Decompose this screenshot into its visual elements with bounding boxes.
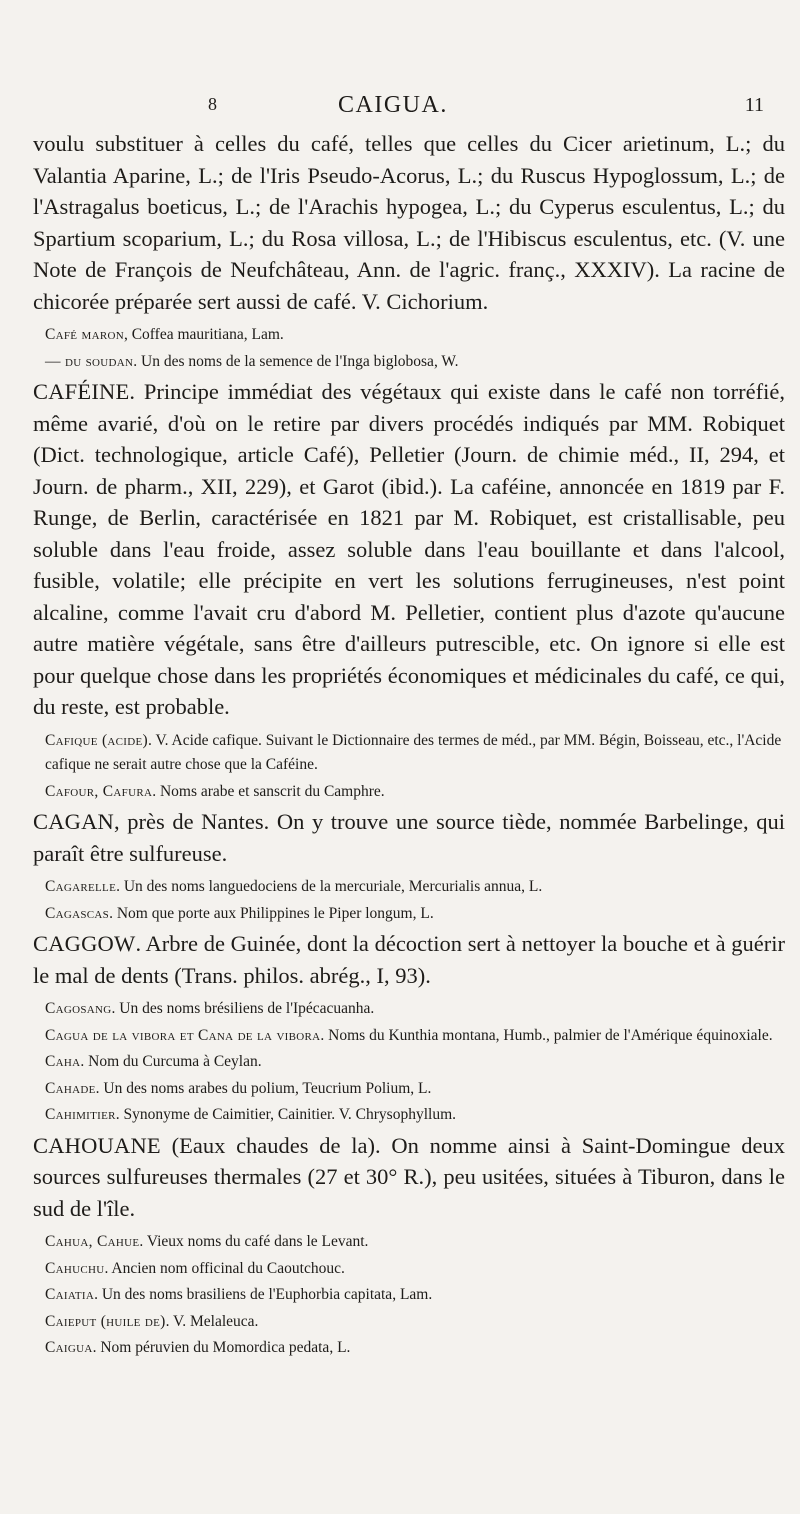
- entry-cahouane: CAHOUANE (Eaux chaudes de la). On nomme ainsi à Saint-Domingue deux sources sulfureuses thermales (27 et 30° R.), peu usitées, situées à Tiburon, dans le sud de l'île.: [33, 1132, 785, 1221]
- entry-caggow: CAGGOW. Arbre de Guinée, dont la décoction sert à nettoyer la bouche et à guérir le mal de dents (Trans. philos. abrég., I, 93).: [33, 931, 785, 988]
- entry-cagascas: Cagascas. Nom que porte aux Philippines le Piper longum, L.: [45, 904, 434, 922]
- entry-head: Cahuchu: [45, 1259, 105, 1277]
- entry-caigua: Caigua. Nom péruvien du Momordica pedata, L.: [45, 1339, 351, 1356]
- entry-head: Cagarelle: [45, 878, 117, 895]
- entry-head: CAFÉINE: [33, 379, 130, 404]
- entry-cagan: CAGAN, près de Nantes. On y trouve une source tiède, nommée Barbelinge, qui paraît être sulfureuse.: [33, 809, 785, 866]
- entry-cagua-de-la-vibora: Cagua de la vibora et Cana de la vibora. Noms du Kunthia montana, Humb., palmier de l'Amérique équinoxiale.: [45, 1026, 773, 1044]
- entry-cafour: Cafour, Cafura. Noms arabe et sanscrit du Camphre.: [45, 782, 385, 800]
- entry-head: Cagua de la vibora et Cana de la vibora: [45, 1026, 321, 1044]
- running-header: [0, 92, 800, 126]
- entry-cafe-du-soudan: — du soudan. Un des noms de la semence de l'Inga biglobosa, W.: [45, 352, 459, 370]
- paragraph-cafe-continuation: voulu substituer à celles du café, telles que celles du Cicer arietinum, L.; du Valantia Aparine, L.; de l'Iris Pseudo-Acorus, L.; du Ruscus Hypoglossum, L.; de l'Astragalus boeticus, L.; de l'Arachis hypogea, L.; du Cyperus esculentus, L.; du Spartium scoparium, L.; du Rosa villosa, L.; de l'Hibiscus esculentus, etc. (V. une Note de François de Neufchâteau, Ann. de l'agric. franç., XXXIV). La racine de chicorée préparée sert aussi de café. V. Cichorium.: [33, 131, 785, 314]
- entry-head: Cafour, Cafura: [45, 782, 153, 800]
- entry-cafique: Cafique (acide). V. Acide cafique. Suivant le Dictionnaire des termes de méd., par MM. Bégin, Boisseau, etc., l'Acide cafique ne serait autre chose que la Caféine.: [45, 731, 782, 773]
- entry-caha: Caha. Nom du Curcuma à Ceylan.: [45, 1053, 262, 1070]
- entry-head: Cahua, Cahue: [45, 1233, 140, 1250]
- entry-cahua: Cahua, Cahue. Vieux noms du café dans le Levant.: [45, 1233, 369, 1250]
- entry-head: Cagosang: [45, 1000, 112, 1017]
- page-number: 11: [744, 94, 764, 116]
- entry-cagosang: Cagosang. Un des noms brésiliens de l'Ipécacuanha.: [45, 1000, 375, 1017]
- entry-cagarelle: Cagarelle. Un des noms languedociens de la mercuriale, Mercurialis annua, L.: [45, 878, 543, 895]
- entry-cafeine: CAFÉINE. Principe immédiat des végétaux qui existe dans le café non torréfié, même avarié, d'où on le retire par divers procédés indiqués par MM. Robiquet (Dict. technologique, article Café), Pelletier (Journ. de chimie méd., II, 294, et Journ. de pharm., XII, 229), et Garot (ibid.). La caféine, annoncée en 1819 par F. Runge, de Berlin, caractérisée en 1821 par M. Robiquet, est cristallisable, peu soluble dans l'eau froide, assez soluble dans l'eau bouillante et dans l'alcool, fusible, volatile; elle précipite en vert les solutions ferrugineuses, n'est point alcaline, comme l'avait cru d'abord M. Pelletier, contient plus d'azote qu'aucune autre matière végétale, sans être d'ailleurs putrescible, etc. On ignore si elle est pour quelque chose dans les propriétés économiques et médicinales du café, ce qui, du reste, est probable.: [33, 379, 785, 719]
- entry-head: — du soudan: [45, 352, 134, 370]
- entry-head: Cahade: [45, 1079, 96, 1097]
- entry-head: Cagascas: [45, 904, 110, 922]
- entry-head: Caigua: [45, 1339, 93, 1356]
- entry-caieput: Caieput (huile de). V. Melaleuca.: [45, 1312, 259, 1330]
- entry-head: CAGAN: [33, 809, 115, 834]
- header-title: CAIGUA.: [338, 92, 448, 118]
- entry-head: CAGGOW: [33, 931, 136, 956]
- header-left-mark: 8: [208, 94, 217, 114]
- entry-head: CAHOUANE: [33, 1132, 161, 1158]
- entry-head: Cafique (acide): [45, 731, 148, 749]
- entry-caiatia: Caiatia. Un des noms brasiliens de l'Euphorbia capitata, Lam.: [45, 1286, 433, 1303]
- entry-head: Café maron: [45, 326, 124, 343]
- page-body: [33, 128, 785, 1363]
- entry-cahade: Cahade. Un des noms arabes du polium, Teucrium Polium, L.: [45, 1079, 432, 1097]
- entry-head: Caieput (huile de): [45, 1312, 166, 1330]
- entry-head: Caiatia: [45, 1286, 95, 1303]
- entry-cafe-maron: Café maron, Coffea mauritiana, Lam.: [45, 326, 284, 343]
- entry-head: Cahimitier: [45, 1106, 116, 1123]
- entry-head: Caha: [45, 1053, 81, 1070]
- entry-cahimitier: Cahimitier. Synonyme de Caimitier, Cainitier. V. Chrysophyllum.: [45, 1106, 457, 1123]
- entry-cahuchu: Cahuchu. Ancien nom officinal du Caoutchouc.: [45, 1259, 345, 1277]
